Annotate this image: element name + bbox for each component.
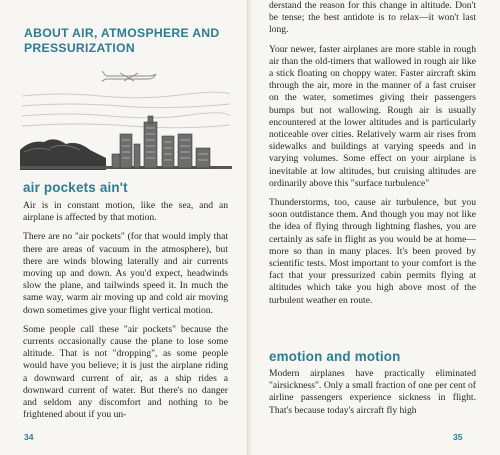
paragraph: derstand the reason for this change in altitude. Don't be tense; the best antidote is to relax—it won't last long.: [269, 0, 476, 36]
section-heading-emotion-motion: emotion and motion: [269, 349, 401, 364]
right-section-text: [269, 368, 476, 417]
paragraph: Air is in constant motion, like the sea, and an airplane is affected by that motion.: [23, 200, 228, 224]
chapter-title: ABOUT AIR, ATMOSPHERE AND PRESSURIZATION: [24, 26, 220, 55]
air-current-lines: [22, 92, 230, 128]
paragraph: There are no "air pockets" (for that would imply that there are areas of vacuum in the atmosphere), but there are winds blowing laterally and air currents moving up and down. As you'd expect, headwinds slow the plane, and tailwinds speed it. In much the same way, warm air moving up and cold air moving down sometimes give your flight vertical motion.: [23, 231, 228, 316]
left-page: [0, 0, 249, 455]
paragraph: Thunderstorms, too, cause air turbulence, but you soon outdistance them. And though you may not like the idea of flying through lightning flashes, you are certainly as safe in flight as you would be at home—more so than in many places. It's been proved by scientific tests. Most important to your comfort is the fact that your pressurized cabin permits flying at altitudes which take you high above most of the turbulent weather en route.: [269, 197, 476, 306]
airplane-icon: [102, 71, 156, 81]
page-number-left: 34: [24, 432, 34, 442]
mountains: [20, 139, 106, 170]
paragraph: Modern airplanes have practically eliminated "airsickness". Only a small fraction of one per cent of airline passengers experience sickness in flight. That's because today's aircraft fly high: [269, 368, 476, 416]
paragraph: Some people call these "air pockets" because the currents occasionally cause the plane to lose some altitude. That is not "dropping", as some people would have you believe; it is just the airplane riding a downward current of air, as a ship rides a downward current of water. But there's no danger and seldom any discomfort and nothing to be frightened about if you un-: [23, 323, 228, 421]
airplane-city-illustration: [20, 62, 232, 177]
right-body-text: [269, 0, 476, 307]
paragraph: Your newer, faster airplanes are more stable in rough air than the old-timers that wallowed in rough air like a stick floating on choppy water. Faster aircraft skim through the air, more in the manner of a fast cruiser on the water, sometimes giving their passengers bumps but not wallowing. Rough air is usually encountered at the lower altitudes and is particularly noticeable over cities. Relatively warm air rises from sidewalks and buildings at varying speeds and in varying volumes. Some effect on your airplane is inevitable at low altitudes, but cruising altitudes are ordinarily above this "surface turbulence": [269, 43, 476, 189]
left-body-text: [23, 200, 228, 421]
section-heading-air-pockets: air pockets ain't: [23, 180, 128, 195]
city-skyline: [112, 116, 210, 168]
page-number-right: 35: [453, 432, 463, 442]
